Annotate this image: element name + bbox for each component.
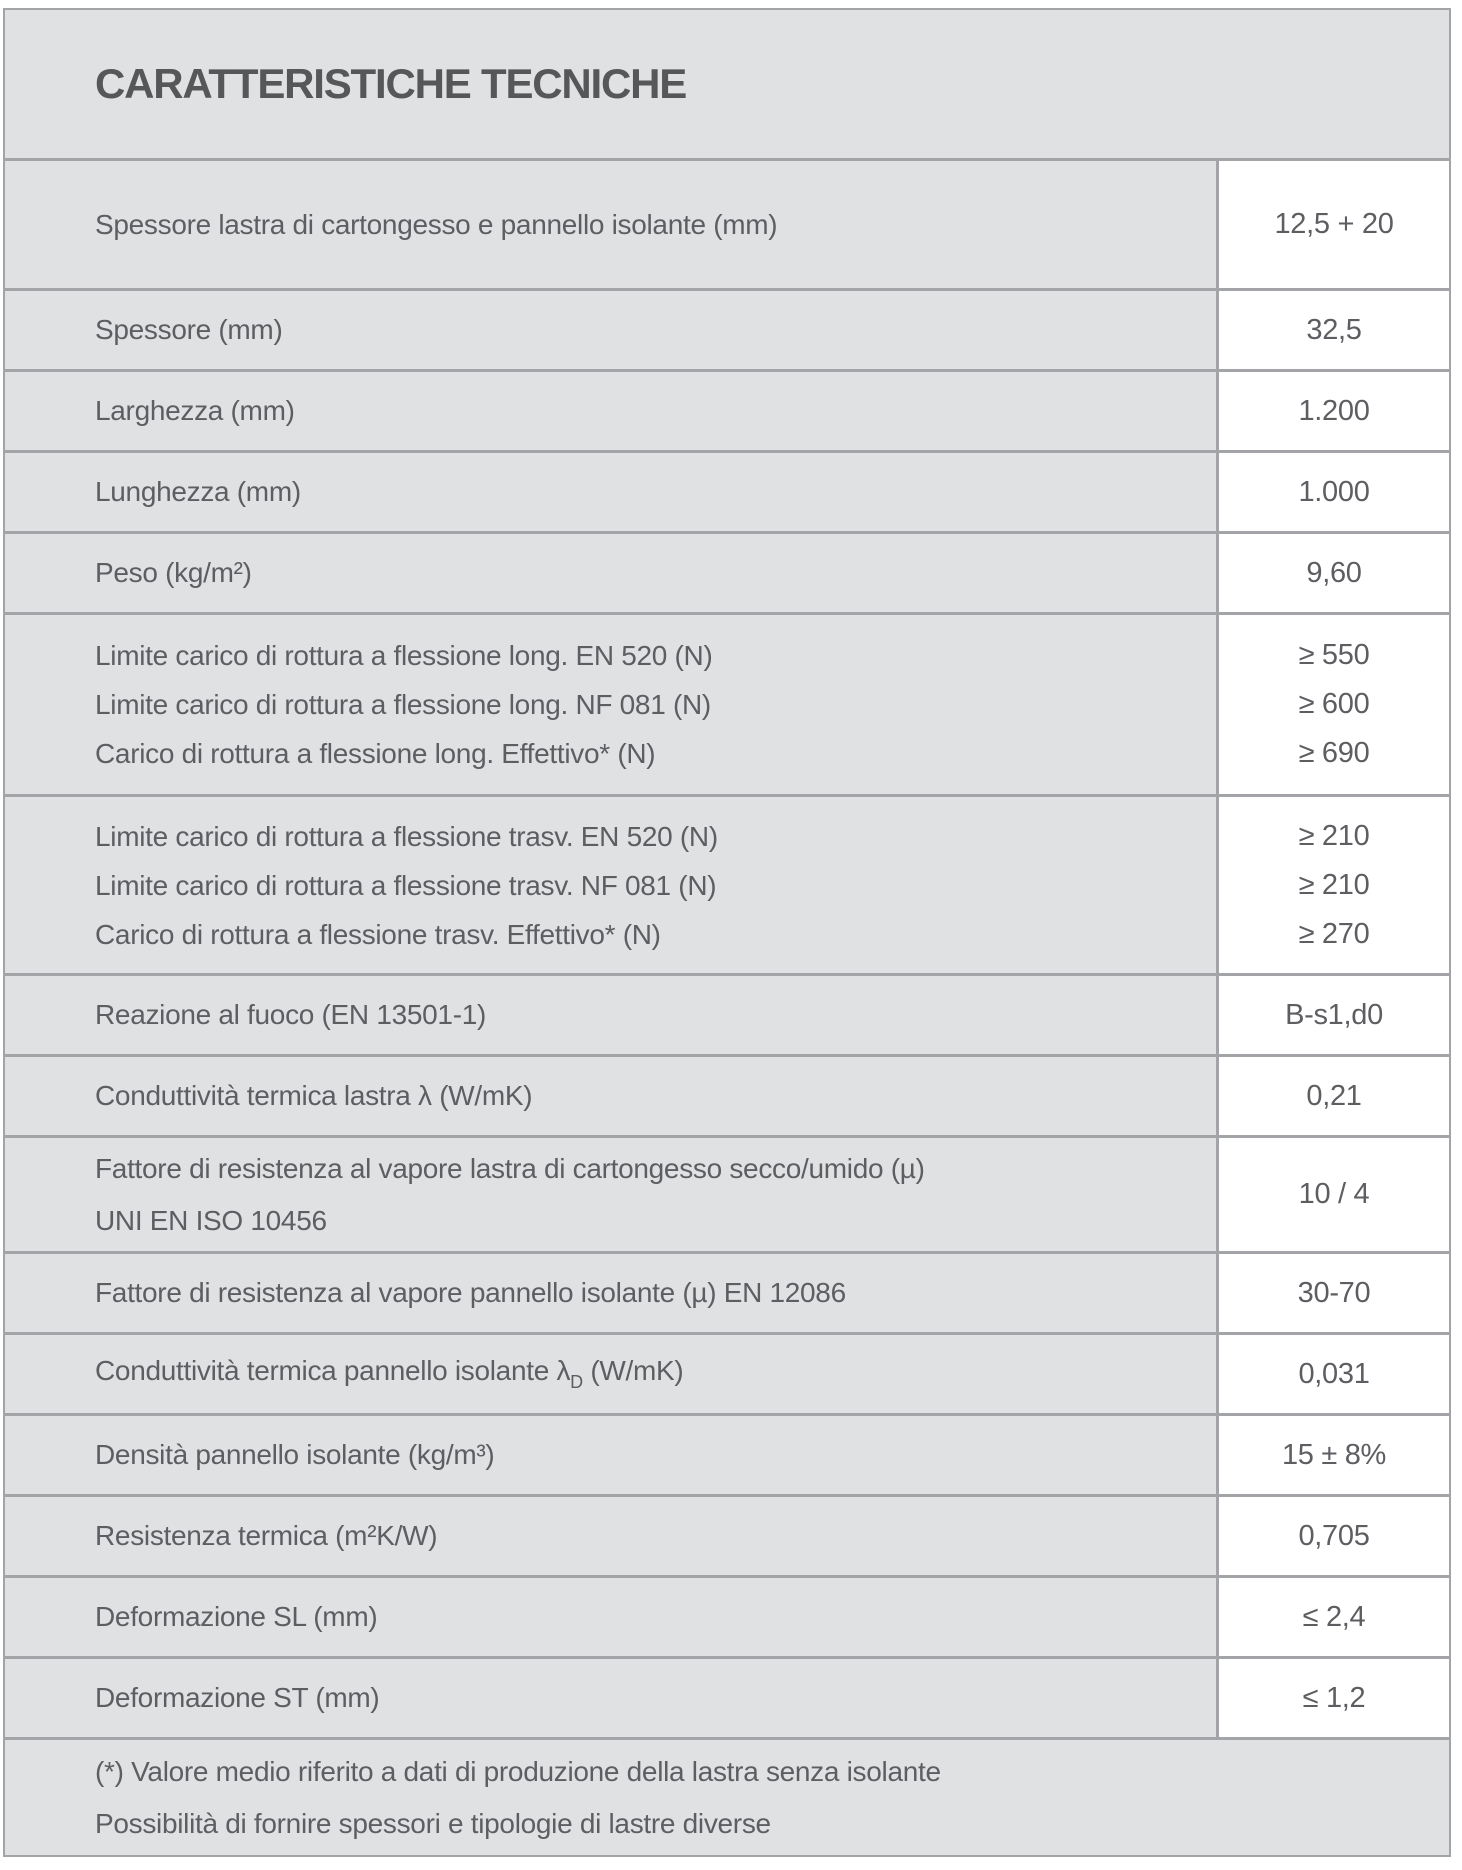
row-value bbox=[1216, 1254, 1449, 1332]
row-value-text: 32,5 bbox=[1306, 313, 1362, 346]
row-label bbox=[5, 797, 1216, 973]
row-label bbox=[5, 1254, 1216, 1332]
row-value bbox=[1216, 1416, 1449, 1494]
row-label-line: Carico di rottura a flessione trasv. Effettivo* (N) bbox=[95, 918, 661, 950]
row-label bbox=[5, 1416, 1216, 1494]
row-value bbox=[1216, 1578, 1449, 1656]
table-row bbox=[5, 1135, 1449, 1251]
table-row bbox=[5, 1656, 1449, 1737]
table-row bbox=[5, 1575, 1449, 1656]
row-label-text: Lunghezza (mm) bbox=[95, 476, 301, 507]
row-value-text: 0,705 bbox=[1298, 1519, 1370, 1552]
row-label-text: Reazione al fuoco (EN 13501-1) bbox=[95, 999, 487, 1030]
table-row bbox=[5, 1494, 1449, 1575]
row-label-text: Conduttività termica pannello isolante $\lambda_D$ (W/mK) bbox=[95, 1355, 684, 1392]
footnote-row bbox=[5, 1737, 1449, 1855]
row-value bbox=[1216, 1138, 1449, 1251]
table-row bbox=[5, 612, 1449, 794]
technical-specs-table bbox=[3, 8, 1451, 1857]
table-title-row bbox=[5, 10, 1449, 158]
row-value-line: ≥ 690 bbox=[1298, 737, 1370, 769]
row-label-line: Limite carico di rottura a flessione trasv. EN 520 (N) bbox=[95, 820, 718, 852]
table-row bbox=[5, 450, 1449, 531]
row-label bbox=[5, 161, 1216, 288]
row-value bbox=[1216, 1659, 1449, 1737]
table-row bbox=[5, 1332, 1449, 1413]
table-row bbox=[5, 158, 1449, 288]
row-label-text: Larghezza (mm) bbox=[95, 395, 295, 426]
row-value-line: ≥ 270 bbox=[1298, 917, 1370, 950]
row-value-text: 0,031 bbox=[1298, 1357, 1370, 1390]
row-label-line: UNI EN ISO 10456 bbox=[95, 1204, 327, 1236]
row-label-line: Limite carico di rottura a flessione trasv. NF 081 (N) bbox=[95, 869, 717, 901]
row-value bbox=[1216, 615, 1449, 794]
table-row bbox=[5, 288, 1449, 369]
row-value bbox=[1216, 797, 1449, 973]
row-label bbox=[5, 534, 1216, 612]
row-value-line: ≥ 600 bbox=[1298, 688, 1370, 720]
row-label-text: Fattore di resistenza al vapore pannello isolante (µ) EN 12086 bbox=[95, 1277, 846, 1308]
row-value bbox=[1216, 161, 1449, 288]
row-value-text: ≤ 1,2 bbox=[1302, 1681, 1366, 1714]
row-value-line: ≥ 550 bbox=[1298, 639, 1370, 671]
footnote bbox=[5, 1740, 1449, 1855]
row-label-line: Limite carico di rottura a flessione long. EN 520 (N) bbox=[95, 640, 713, 671]
row-label bbox=[5, 1335, 1216, 1413]
row-label bbox=[5, 1578, 1216, 1656]
row-value-line: ≥ 210 bbox=[1298, 819, 1370, 852]
row-label-text: Deformazione ST (mm) bbox=[95, 1682, 380, 1713]
table-row bbox=[5, 1054, 1449, 1135]
row-label bbox=[5, 1659, 1216, 1737]
table-row bbox=[5, 369, 1449, 450]
row-label bbox=[5, 291, 1216, 369]
row-value-text: 0,21 bbox=[1306, 1079, 1362, 1112]
row-value-text: ≤ 2,4 bbox=[1302, 1600, 1366, 1633]
row-label-text: Conduttività termica lastra λ (W/mK) bbox=[95, 1080, 533, 1111]
lambda-subscript: D bbox=[570, 1372, 583, 1392]
row-value-text: 15 ± 8% bbox=[1281, 1438, 1387, 1471]
page-title: CARATTERISTICHE TECNICHE bbox=[95, 60, 687, 107]
row-label-line: Carico di rottura a flessione long. Effettivo* (N) bbox=[95, 738, 656, 769]
row-label-text: Resistenza termica (m²K/W) bbox=[95, 1520, 438, 1551]
row-value-text: 10 / 4 bbox=[1298, 1178, 1370, 1210]
row-value-line: ≥ 210 bbox=[1298, 868, 1370, 901]
row-label-text: Peso (kg/m²) bbox=[95, 557, 252, 588]
row-value bbox=[1216, 976, 1449, 1054]
row-label bbox=[5, 1138, 1216, 1251]
row-value-text: 1.000 bbox=[1298, 475, 1370, 508]
row-label bbox=[5, 976, 1216, 1054]
table-row bbox=[5, 1251, 1449, 1332]
row-label bbox=[5, 1057, 1216, 1135]
row-label-line: Fattore di resistenza al vapore lastra di cartongesso secco/umido (µ) bbox=[95, 1152, 925, 1184]
row-label-text: Densità pannello isolante (kg/m³) bbox=[95, 1439, 495, 1470]
row-value bbox=[1216, 453, 1449, 531]
row-label-text: Deformazione SL (mm) bbox=[95, 1601, 378, 1632]
table-row bbox=[5, 973, 1449, 1054]
table-title-cell bbox=[5, 10, 1449, 158]
row-value bbox=[1216, 291, 1449, 369]
row-value-text: 12,5 + 20 bbox=[1274, 208, 1394, 240]
footnote-line: Possibilità di fornire spessori e tipologie di lastre diverse bbox=[95, 1807, 771, 1839]
table-row bbox=[5, 531, 1449, 612]
row-value-text: 30-70 bbox=[1297, 1276, 1371, 1309]
row-label bbox=[5, 453, 1216, 531]
row-value bbox=[1216, 372, 1449, 450]
row-label-line: Limite carico di rottura a flessione long. NF 081 (N) bbox=[95, 689, 711, 720]
row-label-text: Spessore lastra di cartongesso e pannello isolante (mm) bbox=[95, 208, 778, 240]
footnote-line: (*) Valore medio riferito a dati di produzione della lastra senza isolante bbox=[95, 1755, 941, 1787]
row-value bbox=[1216, 1497, 1449, 1575]
table-row bbox=[5, 794, 1449, 973]
row-value bbox=[1216, 534, 1449, 612]
row-label-text: Spessore (mm) bbox=[95, 314, 283, 345]
row-value bbox=[1216, 1057, 1449, 1135]
row-value-text: B-s1,d0 bbox=[1285, 998, 1383, 1031]
row-label bbox=[5, 615, 1216, 794]
row-label bbox=[5, 372, 1216, 450]
row-label bbox=[5, 1497, 1216, 1575]
row-value-text: 9,60 bbox=[1306, 556, 1362, 589]
row-value-text: 1.200 bbox=[1298, 394, 1370, 427]
row-value bbox=[1216, 1335, 1449, 1413]
table-row bbox=[5, 1413, 1449, 1494]
